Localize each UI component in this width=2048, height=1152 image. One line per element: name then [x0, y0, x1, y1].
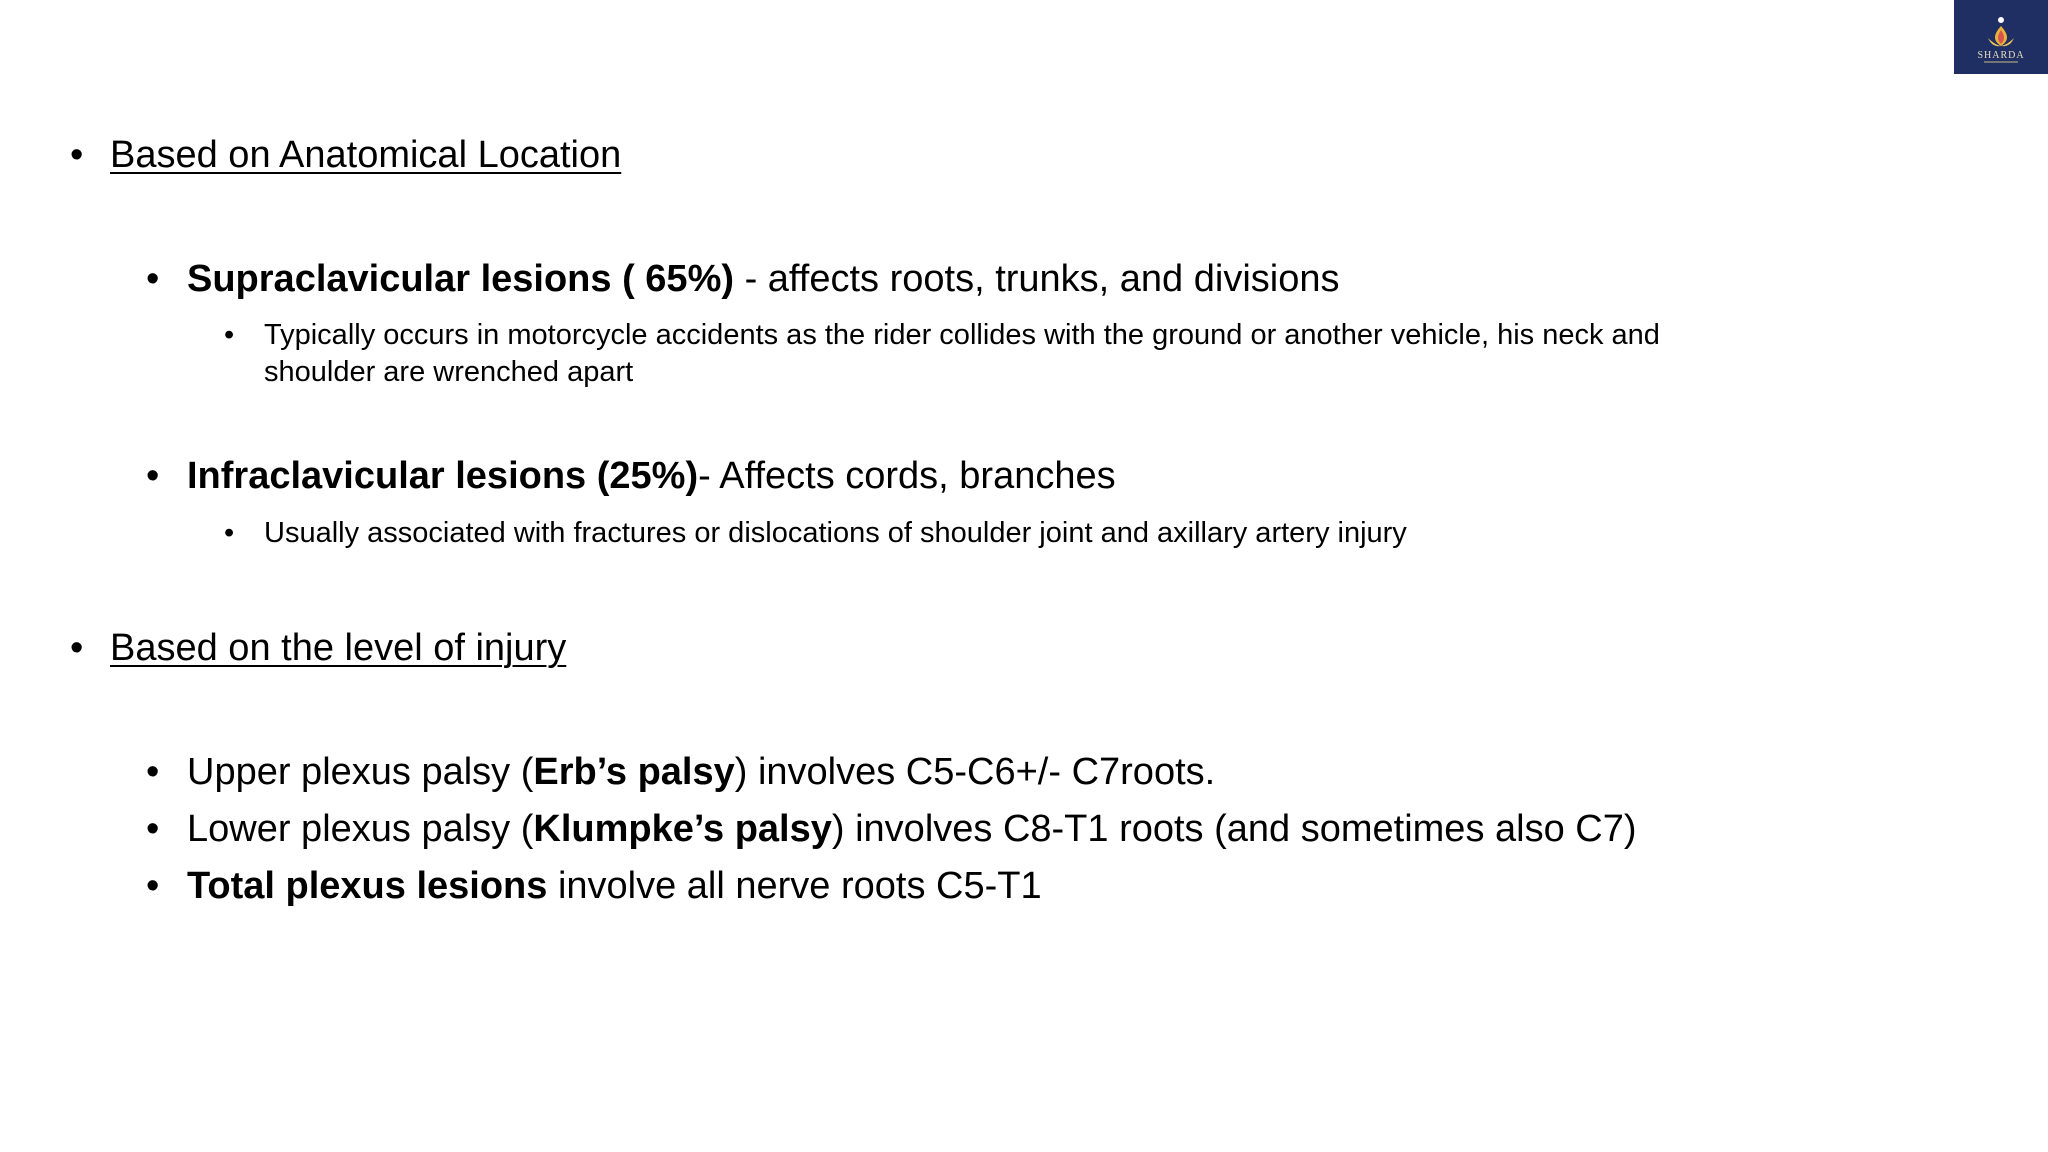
bullet: • — [70, 627, 84, 669]
item-bold: Infraclavicular lesions (25%) — [187, 455, 699, 497]
bullet: • — [146, 455, 160, 497]
bullet: • — [146, 258, 160, 300]
item-bold: Supraclavicular lesions ( 65%) — [187, 258, 735, 300]
bullet: • — [70, 134, 84, 176]
bullet: • — [146, 751, 160, 793]
bullet: • — [224, 319, 235, 351]
item-rest: - Affects cords, branches — [698, 455, 1116, 497]
item-post: involve all nerve roots C5-T1 — [547, 865, 1042, 907]
item-pre: Lower plexus palsy ( — [187, 808, 534, 850]
item-rest: - affects roots, trunks, and divisions — [734, 258, 1340, 300]
heading-text: Based on the level of injury — [110, 627, 567, 669]
item-text — [187, 751, 1215, 794]
item-bold: Klumpke’s palsy — [533, 808, 832, 850]
item-text — [187, 808, 1637, 851]
university-logo — [1954, 0, 2048, 74]
bullet: • — [146, 865, 160, 907]
detail-text: Usually associated with fractures or dislocations of shoulder joint and axillary artery injury — [264, 517, 1407, 549]
item-text — [187, 455, 1116, 498]
heading-text: Based on Anatomical Location — [110, 134, 622, 176]
detail-line-1: Typically occurs in motorcycle accidents as the rider collides with the ground or another vehicle, his neck and — [264, 319, 1660, 351]
logo-wordmark: SHARDA — [1977, 50, 2025, 61]
item-bold: Erb’s palsy — [533, 751, 735, 793]
detail-line-2: shoulder are wrenched apart — [264, 356, 634, 388]
university-crest-icon — [1954, 0, 2048, 74]
item-post: ) involves C5-C6+/- C7roots. — [734, 751, 1216, 793]
item-text — [187, 865, 1042, 908]
bullet: • — [146, 808, 160, 850]
item-text — [187, 258, 1339, 301]
item-post: ) involves C8-T1 roots (and sometimes also C7) — [831, 808, 1637, 850]
item-pre: Upper plexus palsy ( — [187, 751, 534, 793]
item-bold: Total plexus lesions — [187, 865, 548, 907]
bullet: • — [224, 517, 235, 549]
